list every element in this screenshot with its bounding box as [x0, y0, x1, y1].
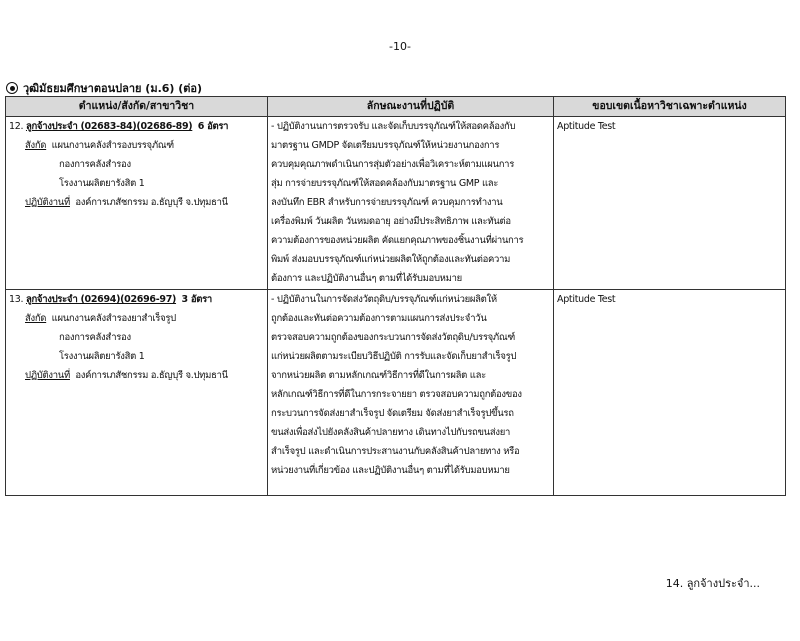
- position-count: 3 อัตรา: [181, 294, 212, 305]
- affiliation-label: สังกัด: [25, 313, 47, 324]
- position-title: ลูกจ้างประจำ (02694)(02696-97): [25, 294, 177, 305]
- duty-line: - ปฏิบัติงานในการจัดส่งวัตถุดิบ/บรรจุภัณฑ์แก่หน่วยผลิตให้: [271, 294, 497, 305]
- workplace-label: ปฏิบัติงานที่: [25, 370, 70, 381]
- header-duties: ลักษณะงานที่ปฏิบัติ: [268, 97, 554, 117]
- duty-line: แก่หน่วยผลิตตามระเบียบวิธีปฏิบัติ การรับและจัดเก็บยาสำเร็จรูป: [271, 351, 517, 362]
- duty-line: ขนส่งเพื่อส่งไปยังคลังสินค้าปลายทาง เดินทางไปกับรถขนส่งยา: [271, 427, 511, 438]
- affiliation-line: [9, 136, 264, 155]
- duty-line: เครื่องพิมพ์ วันผลิต วันหมดอายุ อย่างมีประสิทธิภาพ และทันต่อ: [271, 216, 511, 227]
- duty-line: ควบคุมคุณภาพดำเนินการสุ่มตัวอย่างเพื่อวิเคราะห์ตามแผนการ: [271, 159, 514, 170]
- radio-bullet-icon: [6, 82, 18, 94]
- duty-line: ต้องการ และปฏิบัติงานอื่นๆ ตามที่ได้รับมอบหมาย: [271, 273, 462, 284]
- header-scope: ขอบเขตเนื้อหาวิชาเฉพาะตำแหน่ง: [554, 97, 786, 117]
- duty-line: มาตรฐาน GMDP จัดเตรียมบรรจุภัณฑ์ให้หน่วยงานกองการ: [271, 140, 500, 151]
- affiliation-line: [9, 309, 264, 328]
- affiliation-value: แผนกงานคลังสำรองบรรจุภัณฑ์: [51, 140, 174, 151]
- position-number: 13.: [9, 294, 24, 305]
- duty-line: สุ่ม การจ่ายบรรจุภัณฑ์ให้สอดคล้องกับมาตรฐาน GMP และ: [271, 178, 499, 189]
- footer-continuation: 14. ลูกจ้างประจำ...: [665, 577, 760, 590]
- section-title: วุฒิมัธยมศึกษาตอนปลาย (ม.6) (ต่อ): [23, 82, 203, 95]
- duty-line: จากหน่วยผลิต ตามหลักเกณฑ์วิธีการที่ดีในการผลิต และ: [271, 370, 486, 381]
- header-position: ตำแหน่ง/สังกัด/สาขาวิชา: [6, 97, 268, 117]
- position-title: ลูกจ้างประจำ (02683-84)(02686-89): [25, 121, 193, 132]
- duties-cell: [268, 290, 554, 496]
- position-cell: [6, 290, 268, 496]
- workplace-value: องค์การเภสัชกรรม อ.ธัญบุรี จ.ปทุมธานี: [75, 197, 228, 208]
- workplace-line: [9, 366, 264, 385]
- affiliation-line: กองการคลังสำรอง: [59, 159, 131, 170]
- affiliation-line: กองการคลังสำรอง: [59, 332, 131, 343]
- workplace-line: [9, 193, 264, 212]
- duty-line: สำเร็จรูป และดำเนินการประสานงานกับคลังสินค้าปลายทาง หรือ: [271, 446, 520, 457]
- position-line: [9, 117, 264, 136]
- duty-line: หน่วยงานที่เกี่ยวข้อง และปฏิบัติงานอื่นๆ ตามที่ได้รับมอบหมาย: [271, 465, 510, 476]
- duty-line: ลงบันทึก EBR สำหรับการจ่ายบรรจุภัณฑ์ ควบคุมการทำงาน: [271, 197, 503, 208]
- workplace-value: องค์การเภสัชกรรม อ.ธัญบุรี จ.ปทุมธานี: [75, 370, 228, 381]
- affiliation-label: สังกัด: [25, 140, 47, 151]
- position-number: 12.: [9, 121, 24, 132]
- table-row: [6, 290, 786, 496]
- duty-line: ตรวจสอบความถูกต้องของกระบวนการจัดส่งวัตถุดิบ/บรรจุภัณฑ์: [271, 332, 515, 343]
- position-line: [9, 290, 264, 309]
- duty-line: หลักเกณฑ์วิธีการที่ดีในการกระจายยา ตรวจสอบความถูกต้องของ: [271, 389, 522, 400]
- duty-line: ความต้องการของหน่วยผลิต คัดแยกคุณภาพของชิ้นงานที่ผ่านการ: [271, 235, 524, 246]
- section-heading: [6, 79, 202, 97]
- scope-cell: Aptitude Test: [554, 290, 786, 496]
- duties-cell: [268, 117, 554, 290]
- scope-cell: Aptitude Test: [554, 117, 786, 290]
- duty-line: กระบวนการจัดส่งยาสำเร็จรูป จัดเตรียม จัดส่งยาสำเร็จรูปขึ้นรถ: [271, 408, 514, 419]
- position-count: 6 อัตรา: [197, 121, 229, 132]
- table-header-row: [6, 97, 786, 117]
- affiliation-line: โรงงานผลิตยารังสิต 1: [59, 351, 145, 362]
- duty-line: - ปฏิบัติงานนการตรวจรับ และจัดเก็บบรรจุภัณฑ์ให้สอดคล้องกับ: [271, 121, 516, 132]
- duty-line: ถูกต้องและทันต่อความต้องการตามแผนการส่งประจำวัน: [271, 313, 487, 324]
- affiliation-line: โรงงานผลิตยารังสิต 1: [59, 178, 145, 189]
- duty-line: พิมพ์ ส่งมอบบรรจุภัณฑ์แก่หน่วยผลิตให้ถูกต้องและทันต่อความ: [271, 254, 511, 265]
- table-row: [6, 117, 786, 290]
- affiliation-value: แผนกงานคลังสำรองยาสำเร็จรูป: [51, 313, 176, 324]
- workplace-label: ปฏิบัติงานที่: [25, 197, 70, 208]
- positions-table: [5, 96, 786, 496]
- page-number: -10-: [389, 40, 411, 53]
- position-cell: [6, 117, 268, 290]
